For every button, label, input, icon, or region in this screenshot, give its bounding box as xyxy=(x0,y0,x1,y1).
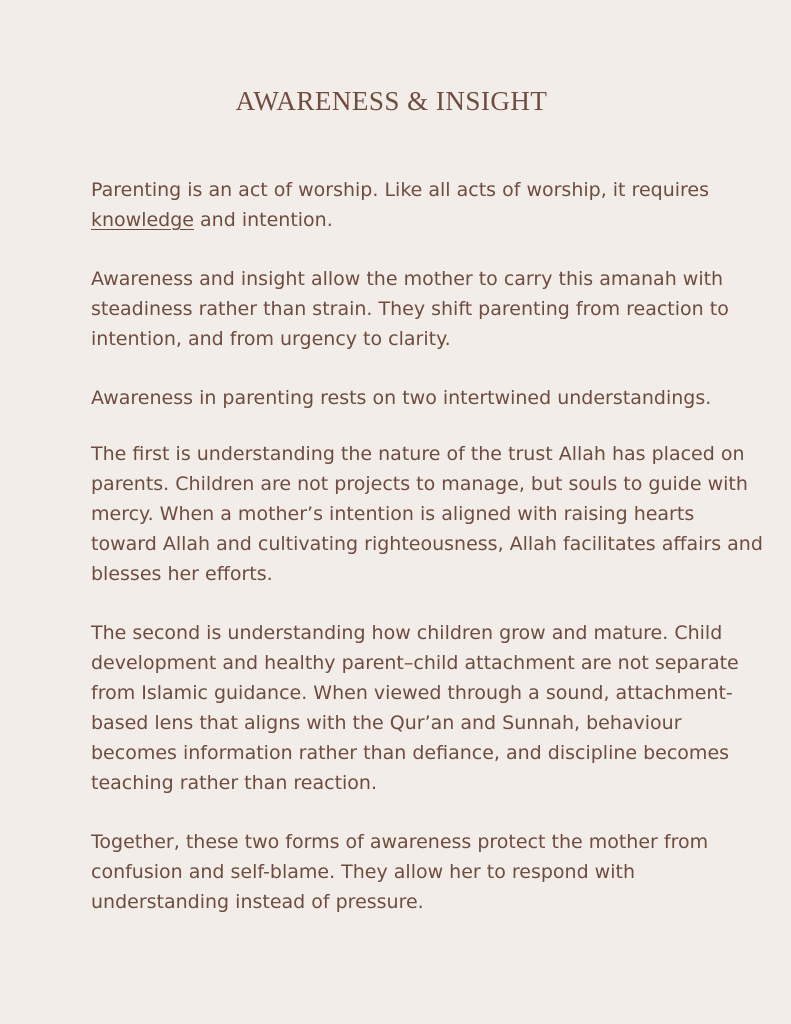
page-title: AWARENESS & INSIGHT xyxy=(235,86,548,116)
paragraph-two-understandings: Awareness in parenting rests on two intertwined understandings. xyxy=(91,387,712,409)
intro-text-after-link: and intention. xyxy=(194,209,333,231)
paragraph-awareness-insight: Awareness and insight allow the mother to carry this amanah with steadiness rather than strain. They shift parenting from reaction to intention, and from urgency to clarity. xyxy=(91,268,729,350)
intro-paragraph xyxy=(91,175,763,235)
knowledge-link[interactable]: knowledge xyxy=(91,209,194,231)
paragraph-together: Together, these two forms of awareness protect the mother from confusion and self-blame. They allow her to respond with understanding instead of pressure. xyxy=(91,831,709,913)
paragraph-second-understanding: The second is understanding how children grow and mature. Child development and healthy parent–child attachment are not separate from Islamic guidance. When viewed through a sound, attachment-based lens that aligns with the Qur’an and Sunnah, behaviour becomes information rather than defiance, and discipline becomes teaching rather than reaction. xyxy=(91,622,739,794)
paragraph-first-understanding: The first is understanding the nature of the trust Allah has placed on parents. Children are not projects to manage, but souls to guide with mercy. When a mother’s intention is aligned with raising hearts toward Allah and cultivating righteousness, Allah facilitates affairs and blesses her efforts. xyxy=(91,443,763,585)
document-body xyxy=(91,175,763,946)
intro-text-before-link: Parenting is an act of worship. Like all acts of worship, it requires xyxy=(91,179,709,201)
